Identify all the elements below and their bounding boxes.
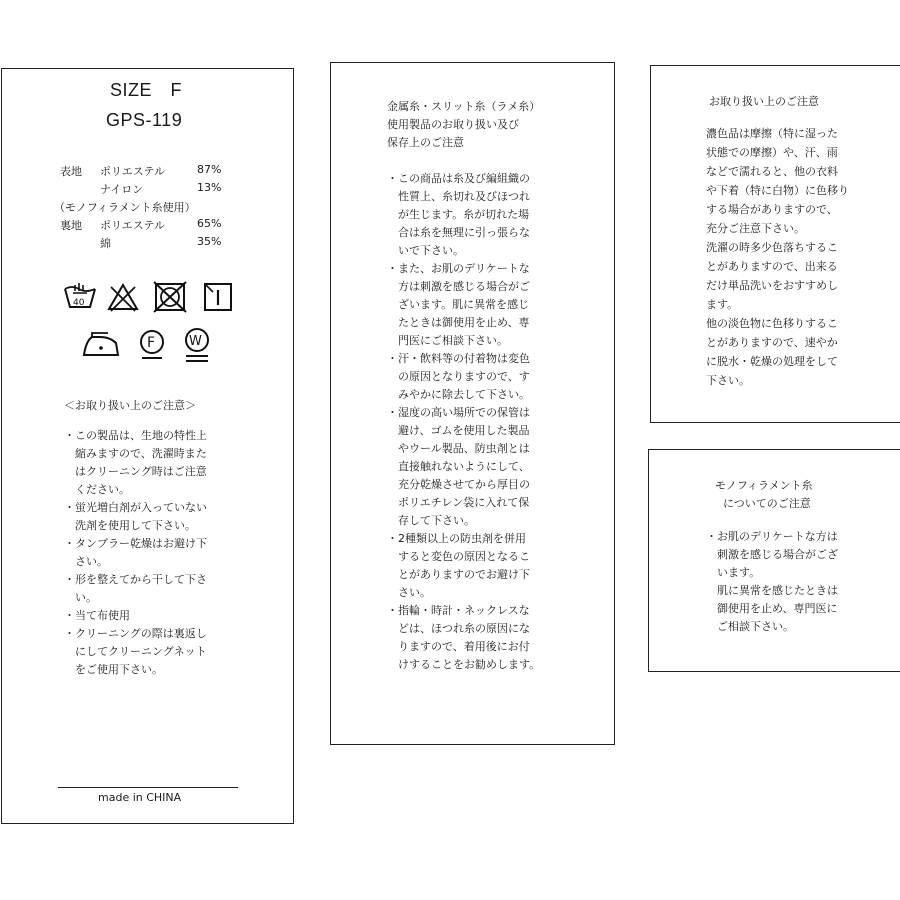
note-line: ・タンブラー乾燥はお避け下 <box>64 537 207 550</box>
fabric-material: ナイロン <box>100 183 144 196</box>
care-label-monofilament <box>648 449 900 672</box>
note-line: 洗濯の時多少色落ちするこ <box>706 241 838 254</box>
note-line: さい。 <box>387 586 431 599</box>
note-line: います。 <box>706 566 761 579</box>
notes-block <box>64 427 207 679</box>
note-line: ・湿度の高い場所での保管は <box>387 406 530 419</box>
note-line: とがありますので、出来る <box>706 260 838 273</box>
title-line: 金属糸・スリット糸（ラメ糸） <box>387 100 541 113</box>
fabric-part: 裏地 <box>60 219 82 232</box>
note-line: たときは御使用を止め、専 <box>387 316 530 329</box>
wet-clean-w-icon <box>180 325 216 365</box>
fabric-material: ポリエステル <box>100 165 166 178</box>
note-line: などで濡れると、他の衣料 <box>706 165 838 178</box>
note-line: ・形を整えてから干して下さ <box>64 573 207 586</box>
label-title: お取り扱い上のご注意 <box>709 95 819 108</box>
label-title <box>387 98 540 152</box>
note-line: に脱水・乾燥の処理をして <box>706 355 838 368</box>
note-line: 状態での摩擦）や、汗、雨 <box>706 146 838 159</box>
title-line: 使用製品のお取り扱い及び <box>387 118 519 131</box>
note-line: 濃色品は摩擦（特に湿った <box>706 127 838 140</box>
wet-clean-letter: W <box>189 334 202 349</box>
dry-clean-f-icon <box>135 327 171 363</box>
note-line: 存して下さい。 <box>387 514 475 527</box>
fabric-percent: 13% <box>197 181 222 194</box>
fabric-material: 綿 <box>100 237 111 250</box>
wash-by-hand-40-icon <box>62 281 98 313</box>
size-text: SIZE F <box>110 80 183 100</box>
note-line: が生じます。糸が切れた場 <box>387 208 530 221</box>
line-dry-icon <box>202 281 234 313</box>
note-line: 充分ご注意下さい。 <box>706 222 805 235</box>
note-line: 門医にご相談下さい。 <box>387 334 508 347</box>
note-line: 縮みますので、洗濯時また <box>64 447 207 460</box>
notice-title: ＜お取り扱い上のご注意＞ <box>64 399 196 412</box>
note-line: ます。 <box>706 298 739 311</box>
note-line: ・クリーニングの際は裏返し <box>64 627 207 640</box>
note-line: い。 <box>64 591 97 604</box>
note-line: やウール製品、防虫剤とは <box>387 442 530 455</box>
care-label-main <box>1 68 294 824</box>
note-line: ・蛍光増白剤が入っていない <box>64 501 207 514</box>
note-line: 下さい。 <box>706 374 750 387</box>
note-line: とがありますので、速やか <box>706 336 838 349</box>
fabric-part: 表地 <box>60 165 82 178</box>
note-line: はクリーニング時はご注意 <box>64 465 207 478</box>
note-line: 肌に異常を感じたときは <box>706 584 838 597</box>
product-code: GPS-119 <box>106 110 183 130</box>
note-line: ・この商品は糸及び編組織の <box>387 172 530 185</box>
fabric-material: ポリエステル <box>100 219 166 232</box>
label-title <box>715 477 813 513</box>
care-label-metallic-yarn <box>330 62 615 745</box>
note-line: ・この製品は、生地の特性上 <box>64 429 207 442</box>
note-line: 洗剤を使用して下さい。 <box>64 519 196 532</box>
note-line: すると変色の原因となるこ <box>387 550 530 563</box>
note-line: する場合がありますので、 <box>706 203 838 216</box>
note-line: にしてクリーニングネット <box>64 645 207 658</box>
note-line: だけ単品洗いをおすすめし <box>706 279 839 292</box>
note-line: ください。 <box>64 483 130 496</box>
do-not-bleach-icon <box>106 281 140 313</box>
title-line: についてのご注意 <box>722 497 811 510</box>
note-line: 刺激を感じる場合がござ <box>706 548 838 561</box>
wash-temp-text: 40 <box>73 298 85 308</box>
note-line: 性質上、糸切れ及びほつれ <box>387 190 530 203</box>
note-line: いで下さい。 <box>387 244 464 257</box>
note-line: をご使用下さい。 <box>64 663 163 676</box>
note-line: さい。 <box>64 555 108 568</box>
note-line: とがありますのでお避け下 <box>387 568 530 581</box>
note-line: ご相談下さい。 <box>706 620 794 633</box>
note-line: ポリエチレン袋に入れて保 <box>387 496 530 509</box>
note-line: ・また、お肌のデリケートな <box>387 262 530 275</box>
note-line: 方は刺激を感じる場合がご <box>387 280 530 293</box>
title-line: 保存上のご注意 <box>387 136 464 149</box>
note-line: 直接触れないようにして、 <box>387 460 530 473</box>
made-in-text: made in CHINA <box>98 791 182 804</box>
fabric-percent: 87% <box>197 163 222 176</box>
note-line: ・当て布使用 <box>64 609 130 622</box>
care-label-color-transfer <box>650 65 900 423</box>
note-line: ・汗・飲料等の付着物は変色 <box>387 352 530 365</box>
note-line: 他の淡色物に色移りするこ <box>706 317 838 330</box>
note-line: ・2種類以上の防虫剤を併用 <box>387 532 526 545</box>
fabric-note: （モノフィラメント糸使用） <box>54 201 196 214</box>
note-line: ・お肌のデリケートな方は <box>706 530 838 543</box>
note-line: や下着（特に白物）に色移り <box>706 184 849 197</box>
notes-block <box>706 124 849 390</box>
note-line: みやかに除去して下さい。 <box>387 388 530 401</box>
note-line: りますので、着用後にお付 <box>387 640 530 653</box>
dry-clean-letter: F <box>147 335 156 351</box>
note-line: ・指輪・時計・ネックレスな <box>387 604 530 617</box>
notes-block <box>387 170 540 674</box>
fabric-percent: 65% <box>197 217 222 230</box>
note-line: ざいます。肌に異常を感じ <box>387 298 530 311</box>
iron-low-icon <box>80 331 122 361</box>
do-not-tumble-dry-icon <box>152 281 188 313</box>
note-line: 合は糸を無理に引っ張らな <box>387 226 530 239</box>
title-line: モノフィラメント糸 <box>715 479 813 492</box>
note-line: 充分乾燥させてから厚目の <box>387 478 530 491</box>
note-line: の原因となりますので、す <box>387 370 530 383</box>
note-line: けすることをお勧めします。 <box>387 658 541 671</box>
fabric-percent: 35% <box>197 235 222 248</box>
note-line: 御使用を止め、専門医に <box>706 602 838 615</box>
divider <box>58 787 238 788</box>
note-line: 避け、ゴムを使用した製品 <box>387 424 530 437</box>
notes-block <box>706 528 838 636</box>
note-line: どは、ほつれ糸の原因にな <box>387 622 530 635</box>
